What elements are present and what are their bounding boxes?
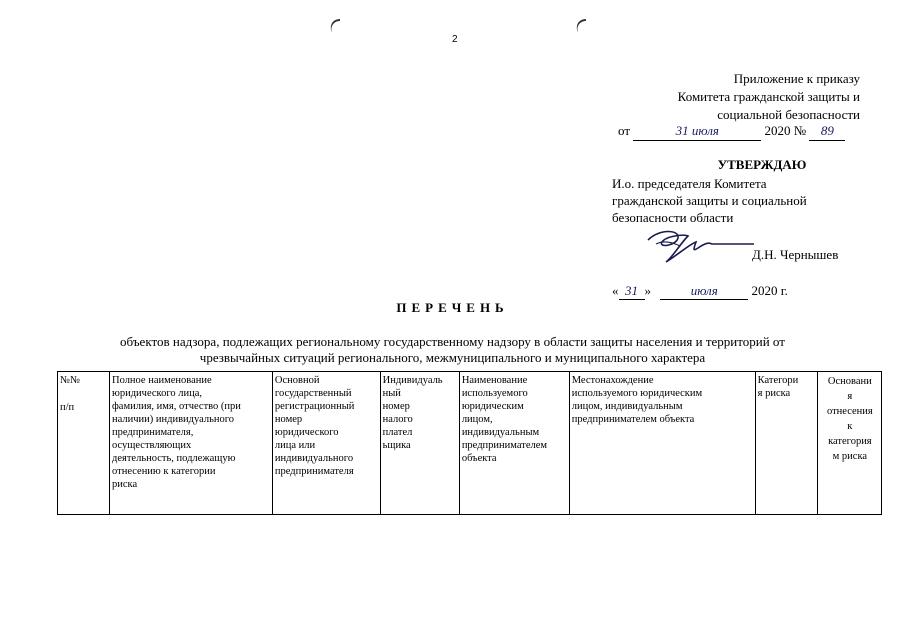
header-text: регистрационный <box>274 401 355 412</box>
header-text: плател <box>382 427 413 438</box>
appendix-block <box>678 70 860 124</box>
header-text: Основани <box>827 376 872 387</box>
header-text: лицом, индивидуальным <box>571 401 683 412</box>
header-text: отнесения <box>826 406 873 417</box>
header-text: к <box>847 421 853 432</box>
header-number-label: №№ <box>60 375 81 386</box>
header-text: фамилия, имя, отчество (при <box>112 401 241 412</box>
header-text: Наименование <box>461 375 528 386</box>
header-text: номер <box>382 401 410 412</box>
table-header-row <box>58 372 882 515</box>
date-prefix: от <box>618 123 631 138</box>
header-text: отнесению к категории <box>112 466 216 477</box>
header-text: ный <box>382 388 401 399</box>
approval-position-line: И.о. председателя Комитета <box>612 176 767 191</box>
header-text: государственный <box>274 388 352 399</box>
document-subtitle <box>30 334 875 366</box>
header-text: предпринимателем объекта <box>571 414 695 425</box>
header-text: м риска <box>832 451 868 462</box>
approval-date <box>612 283 788 300</box>
header-text: деятельность, подлежащую <box>112 453 236 464</box>
header-text: Полное наименование <box>112 375 212 386</box>
objects-table <box>57 371 882 515</box>
header-cell-risk-category <box>755 372 817 515</box>
header-text: юридического лица, <box>112 388 203 399</box>
header-text: лица или <box>274 440 316 451</box>
header-cell-inn <box>380 372 459 515</box>
crescent-mark-icon <box>572 16 594 38</box>
header-text: предпринимателем <box>461 440 548 451</box>
header-text: индивидуального <box>274 453 354 464</box>
header-text: риска <box>112 479 138 490</box>
approval-title: УТВЕРЖДАЮ <box>717 157 807 172</box>
header-text: налого <box>382 414 413 425</box>
order-date-line <box>618 122 860 141</box>
header-cell-number <box>58 372 110 515</box>
header-text: я <box>847 391 853 402</box>
header-cell-ogrn <box>272 372 380 515</box>
approval-position-line: безопасности области <box>612 210 734 225</box>
header-text: наличии) индивидуального <box>112 414 235 425</box>
header-text: юридическим <box>461 401 524 412</box>
appendix-line: Приложение к приказу <box>733 71 860 86</box>
header-cell-risk-basis <box>817 372 881 515</box>
header-text: индивидуальным <box>461 427 540 438</box>
header-text: лицом, <box>461 414 493 425</box>
header-text: предпринимателя, <box>112 427 194 438</box>
header-text: номер <box>274 414 303 425</box>
appendix-line: Комитета гражданской защиты и <box>677 89 860 104</box>
header-cell-full-name <box>110 372 273 515</box>
header-cell-object-name <box>459 372 569 515</box>
signature-icon <box>636 222 756 273</box>
header-text: используемого <box>461 388 528 399</box>
appendix-line: социальной безопасности <box>717 107 860 122</box>
header-text: Местонахождение <box>571 375 654 386</box>
year-number-label: 2020 № <box>764 123 807 138</box>
header-text: Категори <box>757 375 799 386</box>
page-number: 2 <box>452 34 458 45</box>
handwritten-order-number: 89 <box>809 122 845 141</box>
header-text: я риска <box>757 388 791 399</box>
header-text: ьщика <box>382 440 411 451</box>
open-quote: « <box>612 283 619 298</box>
header-text: предпринимателя <box>274 466 354 477</box>
handwritten-date: 31 июля <box>633 122 761 141</box>
header-text: осуществляющих <box>112 440 192 451</box>
subtitle-line: объектов надзора, подлежащих региональному государственному надзору в области защиты населения и территорий от <box>120 334 785 349</box>
header-text: Основной <box>274 375 320 386</box>
header-text: Индивидуаль <box>382 375 443 386</box>
approval-year: 2020 г. <box>751 283 788 298</box>
header-cell-location <box>569 372 755 515</box>
header-number-sub: п/п <box>60 402 75 413</box>
handwritten-month: июля <box>660 283 748 300</box>
handwritten-day: 31 <box>619 283 645 300</box>
header-text: категория <box>828 436 872 447</box>
approval-block <box>612 156 872 226</box>
header-text: объекта <box>461 453 497 464</box>
close-quote: » <box>644 283 651 298</box>
crescent-mark-icon <box>326 16 348 38</box>
header-text: юридического <box>274 427 339 438</box>
approval-position-line: гражданской защиты и социальной <box>612 193 807 208</box>
subtitle-line: чрезвычайных ситуаций регионального, межмуниципального и муниципального характера <box>199 350 706 365</box>
document-title: ПЕРЕЧЕНЬ <box>396 300 509 315</box>
signer-name: Д.Н. Чернышев <box>752 247 839 262</box>
header-text: используемого юридическим <box>571 388 703 399</box>
